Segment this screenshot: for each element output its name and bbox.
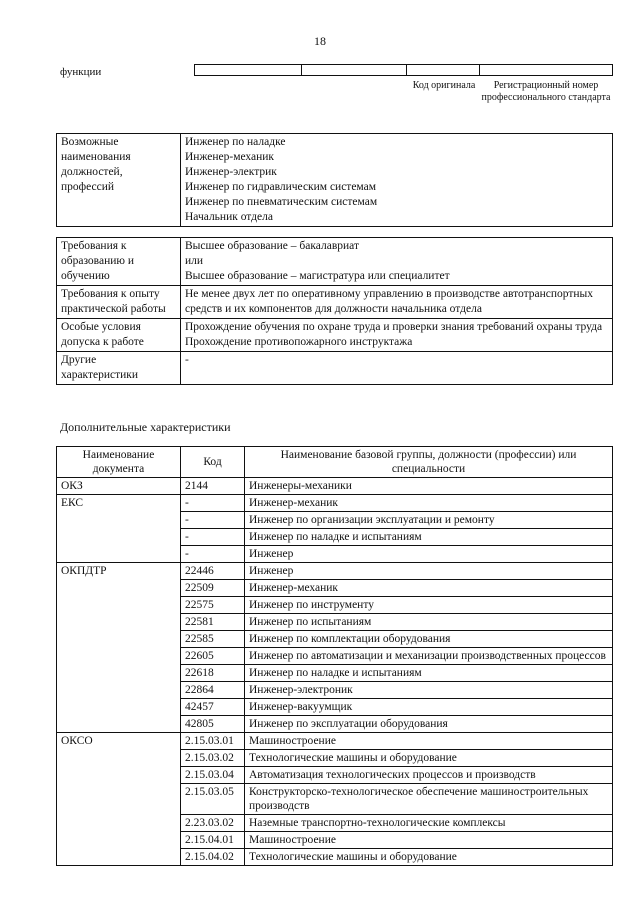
code-cell: 22581 bbox=[181, 614, 245, 631]
document-name: ОКПДТР bbox=[57, 563, 181, 733]
code-cell: 22605 bbox=[181, 648, 245, 665]
name-cell: Технологические машины и оборудование bbox=[245, 750, 613, 767]
code-cell: - bbox=[181, 529, 245, 546]
code-cell: 2.15.03.05 bbox=[181, 784, 245, 815]
name-cell: Инженер-электроник bbox=[245, 682, 613, 699]
requirement-values bbox=[181, 352, 613, 385]
possible-name: Инженер по наладке bbox=[185, 136, 286, 148]
requirement-value: - bbox=[185, 354, 189, 366]
code-cell: 22864 bbox=[181, 682, 245, 699]
code-cell-4 bbox=[480, 65, 613, 76]
name-cell: Инженер по инструменту bbox=[245, 597, 613, 614]
name-cell: Инженер по эксплуатации оборудования bbox=[245, 716, 613, 733]
document-name: ОКЗ bbox=[57, 478, 181, 495]
code-cell: 2.15.04.02 bbox=[181, 849, 245, 866]
name-cell: Инженер по наладке и испытаниям bbox=[245, 529, 613, 546]
code-cell: 42457 bbox=[181, 699, 245, 716]
code-cell: 2.15.03.02 bbox=[181, 750, 245, 767]
additional-table bbox=[56, 446, 613, 866]
requirement-value: Высшее образование – магистратура или специалитет bbox=[185, 270, 450, 282]
functions-label: функции bbox=[60, 66, 102, 78]
code-cell: - bbox=[181, 546, 245, 563]
code-cell-1 bbox=[195, 65, 302, 76]
requirement-value: Высшее образование – бакалавриат bbox=[185, 240, 359, 252]
requirement-label: Особые условия допуска к работе bbox=[57, 319, 181, 352]
requirement-label: Требования к образованию и обучению bbox=[57, 238, 181, 286]
code-original-label: Код оригинала bbox=[412, 80, 476, 91]
requirements-table bbox=[56, 237, 613, 385]
possible-name: Инженер по гидравлическим системам bbox=[185, 181, 377, 193]
code-cell-2 bbox=[302, 65, 407, 76]
name-cell: Автоматизация технологических процессов и производств bbox=[245, 767, 613, 784]
requirement-values bbox=[181, 286, 613, 319]
requirement-value: или bbox=[185, 255, 204, 267]
requirement-values bbox=[181, 319, 613, 352]
table-row bbox=[57, 478, 613, 495]
requirement-label: Требования к опыту практической работы bbox=[57, 286, 181, 319]
name-cell: Инженер-вакуумщик bbox=[245, 699, 613, 716]
name-cell: Инженер по автоматизации и механизации производственных процессов bbox=[245, 648, 613, 665]
name-cell: Инженер по наладке и испытаниям bbox=[245, 665, 613, 682]
name-cell: Инженер bbox=[245, 563, 613, 580]
table-row bbox=[57, 495, 613, 512]
header-document: Наименование документа bbox=[57, 447, 181, 478]
document-name: ОКСО bbox=[57, 733, 181, 866]
possible-name: Инженер-электрик bbox=[185, 166, 277, 178]
possible-name: Инженер-механик bbox=[185, 151, 275, 163]
requirement-label: Другие характеристики bbox=[57, 352, 181, 385]
code-cell: 2144 bbox=[181, 478, 245, 495]
name-cell: Инженер bbox=[245, 546, 613, 563]
name-cell: Конструкторско-технологическое обеспечение машиностроительных производств bbox=[245, 784, 613, 815]
requirement-value: Не менее двух лет по оперативному управлению в производстве автотранспортных средств и их компонентов для должности начальника отдела bbox=[185, 288, 594, 315]
code-cell: 22509 bbox=[181, 580, 245, 597]
code-cell: 22575 bbox=[181, 597, 245, 614]
name-cell: Инженер по комплектации оборудования bbox=[245, 631, 613, 648]
code-cell: 22618 bbox=[181, 665, 245, 682]
possible-names-values bbox=[181, 134, 613, 227]
table-row bbox=[57, 733, 613, 750]
requirement-row bbox=[57, 319, 613, 352]
registration-number-label: Регистрационный номер профессионального стандарта bbox=[481, 80, 611, 103]
code-cell: 22446 bbox=[181, 563, 245, 580]
requirement-row bbox=[57, 286, 613, 319]
code-cell: 2.23.03.02 bbox=[181, 815, 245, 832]
requirement-row bbox=[57, 238, 613, 286]
code-cell: - bbox=[181, 512, 245, 529]
name-cell: Инженер-механик bbox=[245, 580, 613, 597]
possible-names-row bbox=[57, 134, 613, 227]
possible-name: Начальник отдела bbox=[185, 211, 273, 223]
code-cell: 42805 bbox=[181, 716, 245, 733]
header-row bbox=[57, 447, 613, 478]
header-name: Наименование базовой группы, должности (профессии) или специальности bbox=[245, 447, 613, 478]
requirement-value: Прохождение противопожарного инструктажа bbox=[185, 336, 413, 348]
name-cell: Наземные транспортно-технологические комплексы bbox=[245, 815, 613, 832]
possible-name: Инженер по пневматическим системам bbox=[185, 196, 378, 208]
name-cell: Технологические машины и оборудование bbox=[245, 849, 613, 866]
code-cell: 2.15.03.04 bbox=[181, 767, 245, 784]
code-cell: 22585 bbox=[181, 631, 245, 648]
code-cell: 2.15.03.01 bbox=[181, 733, 245, 750]
name-cell: Машиностроение bbox=[245, 733, 613, 750]
code-boxes bbox=[194, 64, 613, 76]
requirement-row bbox=[57, 352, 613, 385]
name-cell: Инженер по организации эксплуатации и ремонту bbox=[245, 512, 613, 529]
name-cell: Инженеры-механики bbox=[245, 478, 613, 495]
page-number: 18 bbox=[314, 34, 326, 48]
additional-title: Дополнительные характеристики bbox=[60, 420, 231, 434]
header-code: Код bbox=[181, 447, 245, 478]
possible-names-table bbox=[56, 133, 613, 227]
document-name: ЕКС bbox=[57, 495, 181, 563]
code-cell: - bbox=[181, 495, 245, 512]
code-cell-3 bbox=[407, 65, 480, 76]
requirement-values bbox=[181, 238, 613, 286]
name-cell: Машиностроение bbox=[245, 832, 613, 849]
requirement-value: Прохождение обучения по охране труда и проверки знания требований охраны труда bbox=[185, 321, 603, 333]
code-cell: 2.15.04.01 bbox=[181, 832, 245, 849]
possible-names-label: Возможные наименования должностей, профессий bbox=[57, 134, 181, 227]
name-cell: Инженер-механик bbox=[245, 495, 613, 512]
name-cell: Инженер по испытаниям bbox=[245, 614, 613, 631]
table-row bbox=[57, 563, 613, 580]
